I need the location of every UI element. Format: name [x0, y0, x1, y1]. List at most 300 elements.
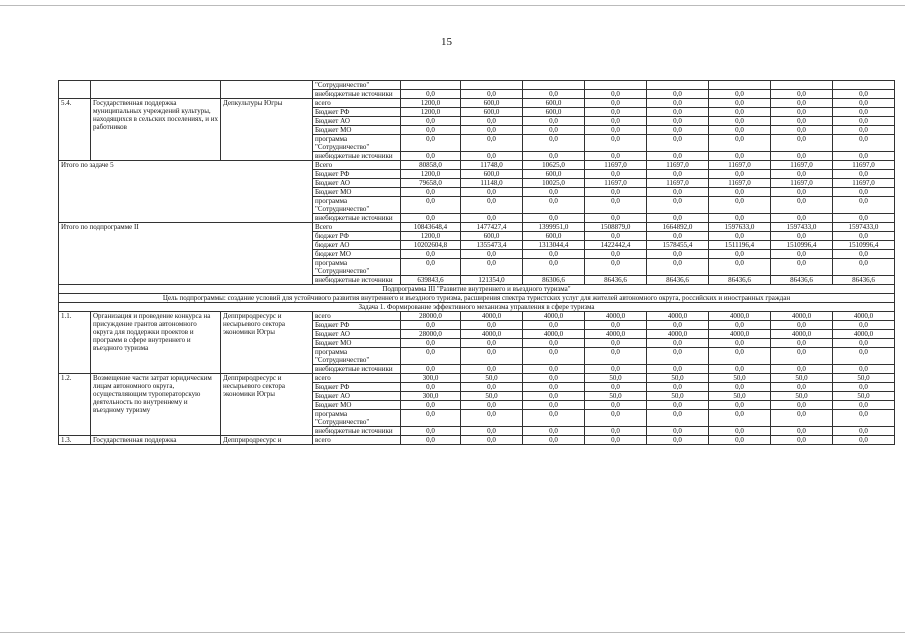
amount-cell: 0,0 [771, 436, 833, 445]
responsible: Депприродресурс и [221, 436, 313, 445]
funding-source: бюджет АО [313, 241, 401, 250]
table-row [59, 436, 895, 445]
amount-cell: 0,0 [523, 427, 585, 436]
amount-cell: 0,0 [709, 436, 771, 445]
section-row [59, 303, 895, 312]
amount-cell: 0,0 [771, 117, 833, 126]
amount-cell: 0,0 [833, 152, 895, 161]
amount-cell: 0,0 [585, 197, 647, 214]
amount-cell: 0,0 [771, 135, 833, 152]
funding-source: внебюджетные источники [313, 427, 401, 436]
amount-cell: 0,0 [771, 383, 833, 392]
amount-cell [585, 81, 647, 90]
funding-source: внебюджетные источники [313, 214, 401, 223]
amount-cell: 50,0 [709, 374, 771, 383]
amount-cell: 600,0 [523, 170, 585, 179]
amount-cell: 1313044,4 [523, 241, 585, 250]
amount-cell: 0,0 [461, 90, 523, 99]
amount-cell: 0,0 [771, 232, 833, 241]
amount-cell: 0,0 [523, 374, 585, 383]
amount-cell: 0,0 [833, 197, 895, 214]
amount-cell: 0,0 [585, 170, 647, 179]
amount-cell: 0,0 [647, 135, 709, 152]
amount-cell: 0,0 [585, 152, 647, 161]
amount-cell: 1200,0 [401, 108, 461, 117]
section-row [59, 294, 895, 303]
amount-cell: 10625,0 [523, 161, 585, 170]
amount-cell: 0,0 [585, 135, 647, 152]
funding-source: бюджет РФ [313, 232, 401, 241]
funding-source: программа "Сотрудничество" [313, 259, 401, 276]
amount-cell: 0,0 [461, 410, 523, 427]
amount-cell [771, 81, 833, 90]
amount-cell: 0,0 [647, 250, 709, 259]
amount-cell: 0,0 [401, 401, 461, 410]
funding-source: Бюджет МО [313, 339, 401, 348]
amount-cell: 0,0 [585, 427, 647, 436]
amount-cell: 1510996,4 [833, 241, 895, 250]
amount-cell: 0,0 [461, 339, 523, 348]
amount-cell: 0,0 [401, 383, 461, 392]
amount-cell: 0,0 [709, 188, 771, 197]
item-number: 1.3. [59, 436, 91, 445]
amount-cell: 0,0 [709, 152, 771, 161]
amount-cell: 0,0 [461, 188, 523, 197]
amount-cell: 0,0 [833, 436, 895, 445]
amount-cell: 0,0 [647, 232, 709, 241]
item-name: Государственная поддержка [91, 436, 221, 445]
amount-cell: 0,0 [401, 410, 461, 427]
amount-cell: 4000,0 [771, 312, 833, 321]
amount-cell: 0,0 [709, 259, 771, 276]
amount-cell: 0,0 [771, 152, 833, 161]
amount-cell: 0,0 [833, 170, 895, 179]
amount-cell: 639843,6 [401, 276, 461, 285]
amount-cell: 0,0 [585, 188, 647, 197]
funding-source: внебюджетные источники [313, 276, 401, 285]
item-name: Организация и проведение конкурса на присуждение грантов автономного округа для поддержки проектов и программ в сфере внутреннего и въездного туризма [91, 312, 221, 374]
amount-cell: 0,0 [709, 383, 771, 392]
amount-cell: 0,0 [523, 135, 585, 152]
amount-cell: 86436,6 [771, 276, 833, 285]
amount-cell: 10025,0 [523, 179, 585, 188]
amount-cell: 0,0 [523, 348, 585, 365]
amount-cell: 0,0 [461, 135, 523, 152]
amount-cell: 0,0 [647, 197, 709, 214]
amount-cell: 0,0 [833, 99, 895, 108]
amount-cell: 0,0 [771, 214, 833, 223]
amount-cell: 86436,6 [833, 276, 895, 285]
amount-cell: 300,0 [401, 392, 461, 401]
table-row [59, 99, 895, 108]
amount-cell: 0,0 [709, 410, 771, 427]
amount-cell: 0,0 [709, 108, 771, 117]
amount-cell: 0,0 [833, 410, 895, 427]
amount-cell: 0,0 [401, 259, 461, 276]
amount-cell: 79658,0 [401, 179, 461, 188]
amount-cell: 1511196,4 [709, 241, 771, 250]
amount-cell: 0,0 [461, 436, 523, 445]
amount-cell: 0,0 [709, 117, 771, 126]
amount-cell: 11697,0 [771, 179, 833, 188]
amount-cell: 0,0 [585, 348, 647, 365]
amount-cell: 11148,0 [461, 179, 523, 188]
table-row [59, 223, 895, 232]
funding-source: Бюджет АО [313, 330, 401, 339]
funding-source: внебюджетные источники [313, 90, 401, 99]
amount-cell: 0,0 [401, 188, 461, 197]
item-number: 1.1. [59, 312, 91, 374]
amount-cell: 0,0 [523, 339, 585, 348]
amount-cell: 0,0 [709, 170, 771, 179]
amount-cell: 0,0 [401, 152, 461, 161]
amount-cell: 0,0 [647, 108, 709, 117]
amount-cell: 0,0 [833, 188, 895, 197]
amount-cell: 0,0 [833, 427, 895, 436]
amount-cell: 4000,0 [585, 330, 647, 339]
amount-cell: 0,0 [585, 383, 647, 392]
table-row [59, 81, 895, 90]
amount-cell: 0,0 [833, 348, 895, 365]
amount-cell: 0,0 [709, 214, 771, 223]
section-title: Цель подпрограммы: создание условий для устойчивого развития внутреннего и въездного туризма, расширения спектра туристских услуг для жителей автономного округа, российских и иностранных граждан [59, 294, 895, 303]
amount-cell: 0,0 [461, 250, 523, 259]
amount-cell: 0,0 [401, 348, 461, 365]
amount-cell: 0,0 [523, 383, 585, 392]
amount-cell: 0,0 [833, 401, 895, 410]
amount-cell: 0,0 [647, 436, 709, 445]
amount-cell: 0,0 [833, 117, 895, 126]
amount-cell: 0,0 [401, 339, 461, 348]
amount-cell: 0,0 [833, 214, 895, 223]
amount-cell: 0,0 [401, 250, 461, 259]
amount-cell: 0,0 [833, 126, 895, 135]
amount-cell: 11697,0 [585, 161, 647, 170]
responsible: Депприродресурс и несырьевого сектора экономики Югры [221, 374, 313, 436]
amount-cell: 0,0 [523, 90, 585, 99]
amount-cell: 11697,0 [709, 161, 771, 170]
funding-source: Бюджет АО [313, 117, 401, 126]
amount-cell [401, 81, 461, 90]
amount-cell: 50,0 [647, 374, 709, 383]
funding-source: всего [313, 312, 401, 321]
funding-source: Бюджет МО [313, 401, 401, 410]
amount-cell: 0,0 [401, 117, 461, 126]
amount-cell: 0,0 [709, 126, 771, 135]
amount-cell: 0,0 [585, 99, 647, 108]
amount-cell: 4000,0 [709, 330, 771, 339]
amount-cell: 0,0 [709, 197, 771, 214]
funding-source: программа "Сотрудничество" [313, 348, 401, 365]
amount-cell: 1664892,0 [647, 223, 709, 232]
amount-cell: 0,0 [461, 214, 523, 223]
amount-cell: 50,0 [585, 374, 647, 383]
amount-cell [523, 81, 585, 90]
funding-source: программа "Сотрудничество" [313, 410, 401, 427]
amount-cell: 0,0 [771, 188, 833, 197]
amount-cell: 0,0 [709, 232, 771, 241]
amount-cell: 28000,0 [401, 312, 461, 321]
amount-cell: 0,0 [523, 401, 585, 410]
amount-cell: 0,0 [401, 436, 461, 445]
amount-cell [647, 81, 709, 90]
amount-cell: 50,0 [461, 392, 523, 401]
funding-source: внебюджетные источники [313, 365, 401, 374]
amount-cell: 86436,6 [709, 276, 771, 285]
amount-cell: 1508879,0 [585, 223, 647, 232]
amount-cell: 0,0 [401, 135, 461, 152]
amount-cell: 0,0 [585, 436, 647, 445]
amount-cell: 50,0 [709, 392, 771, 401]
amount-cell: 28000,0 [401, 330, 461, 339]
amount-cell: 0,0 [461, 383, 523, 392]
amount-cell: 0,0 [833, 365, 895, 374]
amount-cell: 0,0 [461, 321, 523, 330]
table-row [59, 161, 895, 170]
amount-cell: 0,0 [833, 90, 895, 99]
amount-cell: 0,0 [585, 259, 647, 276]
amount-cell: 0,0 [709, 250, 771, 259]
amount-cell: 0,0 [771, 197, 833, 214]
amount-cell: 0,0 [647, 427, 709, 436]
amount-cell: 0,0 [523, 250, 585, 259]
amount-cell: 300,0 [401, 374, 461, 383]
amount-cell: 0,0 [833, 339, 895, 348]
amount-cell: 0,0 [585, 126, 647, 135]
amount-cell: 0,0 [647, 401, 709, 410]
amount-cell: 0,0 [461, 427, 523, 436]
amount-cell: 600,0 [461, 170, 523, 179]
amount-cell: 50,0 [647, 392, 709, 401]
amount-cell: 0,0 [709, 348, 771, 365]
amount-cell: 121354,0 [461, 276, 523, 285]
amount-cell: 0,0 [771, 321, 833, 330]
funding-source: всего [313, 374, 401, 383]
amount-cell: 0,0 [523, 410, 585, 427]
amount-cell: 0,0 [833, 383, 895, 392]
amount-cell: 0,0 [401, 197, 461, 214]
amount-cell: 0,0 [523, 126, 585, 135]
amount-cell: 50,0 [833, 374, 895, 383]
amount-cell: 0,0 [401, 427, 461, 436]
amount-cell: 0,0 [647, 259, 709, 276]
amount-cell: 4000,0 [833, 312, 895, 321]
amount-cell: 0,0 [771, 348, 833, 365]
funding-source: Бюджет РФ [313, 108, 401, 117]
amount-cell: 0,0 [833, 108, 895, 117]
amount-cell: 0,0 [771, 401, 833, 410]
amount-cell: 0,0 [833, 232, 895, 241]
amount-cell: 0,0 [585, 401, 647, 410]
amount-cell: 600,0 [523, 99, 585, 108]
funding-source: бюджет МО [313, 250, 401, 259]
scan-edge-bottom [0, 632, 905, 633]
amount-cell: 11697,0 [647, 161, 709, 170]
amount-cell: 0,0 [647, 99, 709, 108]
amount-cell: 4000,0 [647, 330, 709, 339]
funding-source: Бюджет РФ [313, 170, 401, 179]
section-row [59, 285, 895, 294]
amount-cell: 86306,6 [523, 276, 585, 285]
amount-cell: 4000,0 [647, 312, 709, 321]
amount-cell: 0,0 [647, 90, 709, 99]
amount-cell: 0,0 [461, 401, 523, 410]
amount-cell: 0,0 [585, 117, 647, 126]
funding-source: Бюджет РФ [313, 383, 401, 392]
amount-cell: 50,0 [461, 374, 523, 383]
table-row [59, 374, 895, 383]
amount-cell: 0,0 [709, 90, 771, 99]
amount-cell: 0,0 [647, 321, 709, 330]
amount-cell: 0,0 [523, 436, 585, 445]
funding-source: всего [313, 99, 401, 108]
amount-cell: 50,0 [585, 392, 647, 401]
section-title: Задача 1. Формирование эффективного механизма управления в сфере туризма [59, 303, 895, 312]
amount-cell: 50,0 [771, 374, 833, 383]
amount-cell: 600,0 [461, 99, 523, 108]
item-name: Государственная поддержка муниципальных учреждений культуры, находящихся в сельских поселениях, и их работников [91, 99, 221, 161]
amount-cell: 86436,6 [647, 276, 709, 285]
amount-cell: 1597433,0 [771, 223, 833, 232]
amount-cell: 0,0 [461, 117, 523, 126]
amount-cell: 4000,0 [523, 330, 585, 339]
amount-cell: 0,0 [833, 250, 895, 259]
amount-cell: 0,0 [585, 90, 647, 99]
funding-source: Бюджет РФ [313, 321, 401, 330]
amount-cell: 0,0 [647, 170, 709, 179]
amount-cell: 0,0 [647, 365, 709, 374]
funding-source: программа "Сотрудничество" [313, 135, 401, 152]
amount-cell: 0,0 [647, 339, 709, 348]
amount-cell: 0,0 [585, 410, 647, 427]
amount-cell: 4000,0 [709, 312, 771, 321]
amount-cell: 0,0 [401, 321, 461, 330]
amount-cell: 0,0 [647, 126, 709, 135]
amount-cell: 80858,0 [401, 161, 461, 170]
amount-cell: 11748,0 [461, 161, 523, 170]
amount-cell: 1477427,4 [461, 223, 523, 232]
amount-cell: 0,0 [647, 348, 709, 365]
amount-cell: 600,0 [523, 232, 585, 241]
amount-cell: 11697,0 [709, 179, 771, 188]
amount-cell: 0,0 [523, 321, 585, 330]
amount-cell: 0,0 [771, 126, 833, 135]
amount-cell: 4000,0 [833, 330, 895, 339]
amount-cell: 1200,0 [401, 232, 461, 241]
amount-cell: 0,0 [771, 410, 833, 427]
page-number: 15 [441, 36, 452, 48]
amount-cell: 0,0 [771, 339, 833, 348]
amount-cell: 0,0 [523, 392, 585, 401]
amount-cell: 0,0 [401, 365, 461, 374]
responsible: Депкультуры Югры [221, 99, 313, 161]
amount-cell: 4000,0 [523, 312, 585, 321]
amount-cell: 0,0 [647, 410, 709, 427]
amount-cell: 0,0 [647, 188, 709, 197]
amount-cell: 0,0 [401, 126, 461, 135]
amount-cell: 0,0 [523, 117, 585, 126]
responsible [221, 81, 313, 99]
amount-cell: 11697,0 [833, 179, 895, 188]
amount-cell: 0,0 [833, 321, 895, 330]
amount-cell: 0,0 [523, 197, 585, 214]
total-label: Итого по подпрограмме II [59, 223, 313, 285]
amount-cell: 0,0 [709, 99, 771, 108]
amount-cell: 0,0 [523, 152, 585, 161]
funding-source: Бюджет МО [313, 188, 401, 197]
amount-cell: 0,0 [771, 108, 833, 117]
amount-cell: 0,0 [647, 214, 709, 223]
amount-cell: 0,0 [523, 188, 585, 197]
funding-source: программа "Сотрудничество" [313, 197, 401, 214]
amount-cell: 0,0 [523, 259, 585, 276]
amount-cell [709, 81, 771, 90]
amount-cell: 11697,0 [647, 179, 709, 188]
amount-cell: 0,0 [461, 197, 523, 214]
amount-cell: 0,0 [709, 365, 771, 374]
amount-cell: 11697,0 [833, 161, 895, 170]
amount-cell: 4000,0 [585, 312, 647, 321]
amount-cell: 0,0 [647, 117, 709, 126]
amount-cell: 0,0 [585, 321, 647, 330]
amount-cell: 0,0 [401, 214, 461, 223]
item-number: 5.4. [59, 99, 91, 161]
amount-cell: 0,0 [833, 135, 895, 152]
budget-table [58, 80, 895, 445]
amount-cell: 10202604,8 [401, 241, 461, 250]
amount-cell: 0,0 [461, 152, 523, 161]
funding-source: Всего [313, 223, 401, 232]
amount-cell: 4000,0 [461, 312, 523, 321]
amount-cell: 1200,0 [401, 99, 461, 108]
amount-cell: 50,0 [833, 392, 895, 401]
amount-cell: 0,0 [585, 232, 647, 241]
amount-cell: 0,0 [771, 365, 833, 374]
amount-cell: 0,0 [833, 259, 895, 276]
amount-cell: 0,0 [461, 259, 523, 276]
amount-cell: 0,0 [771, 427, 833, 436]
amount-cell: 0,0 [647, 152, 709, 161]
funding-source: внебюджетные источники [313, 152, 401, 161]
amount-cell: 0,0 [585, 339, 647, 348]
amount-cell: 11697,0 [771, 161, 833, 170]
funding-source: Всего [313, 161, 401, 170]
amount-cell: 1510996,4 [771, 241, 833, 250]
funding-source: всего [313, 436, 401, 445]
scan-edge-top [0, 5, 905, 6]
amount-cell: 600,0 [461, 108, 523, 117]
total-label: Итого по задаче 5 [59, 161, 313, 223]
amount-cell: 1578455,4 [647, 241, 709, 250]
funding-source: Бюджет АО [313, 179, 401, 188]
funding-source: Бюджет АО [313, 392, 401, 401]
amount-cell: 0,0 [585, 214, 647, 223]
item-number: 1.2. [59, 374, 91, 436]
amount-cell: 0,0 [771, 99, 833, 108]
amount-cell [461, 81, 523, 90]
amount-cell: 1399951,0 [523, 223, 585, 232]
amount-cell: 4000,0 [461, 330, 523, 339]
amount-cell: 0,0 [461, 365, 523, 374]
amount-cell: 86436,6 [585, 276, 647, 285]
amount-cell: 1422442,4 [585, 241, 647, 250]
amount-cell: 1200,0 [401, 170, 461, 179]
amount-cell: 0,0 [523, 365, 585, 374]
amount-cell [833, 81, 895, 90]
amount-cell: 0,0 [523, 214, 585, 223]
item-number [59, 81, 91, 99]
funding-source: Бюджет МО [313, 126, 401, 135]
